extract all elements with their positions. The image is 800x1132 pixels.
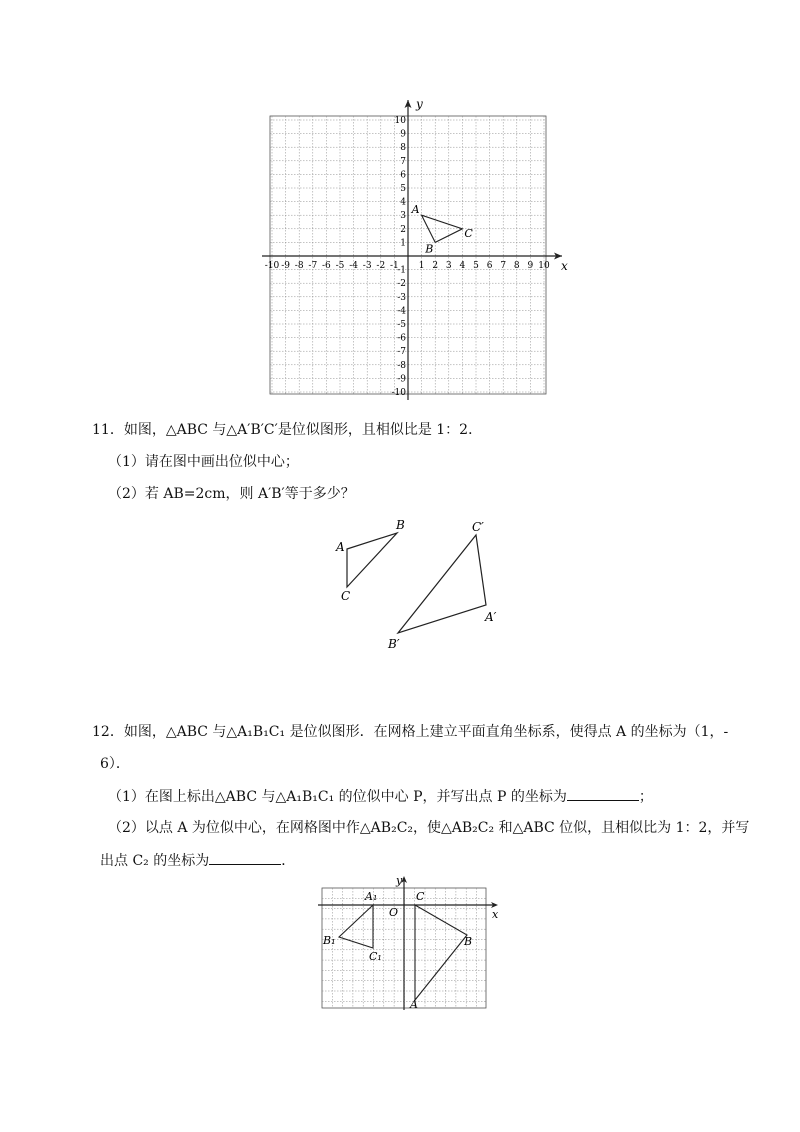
x-tick-label: -9 [281,261,290,271]
label-c: C [416,890,425,903]
triangle-abc [347,533,397,587]
x-tick-label: 8 [513,261,520,271]
q11-triangles-figure [330,512,510,652]
q12-part1-text: （1）在图上标出△ABC 与△A₁B₁C₁ 的位似中心 P，并写出点 P 的坐标为 [108,789,567,805]
x-tick-label: 2 [432,261,439,271]
q12-stem-text-1: 如图，△ABC 与△A₁B₁C₁ 是位似图形．在网格上建立平面直角坐标系，使得点 A 的坐标为（1，- [123,724,729,740]
x-tick-label: -2 [376,261,386,271]
label-c: C [341,589,351,603]
label-a-prime: A′ [485,610,497,624]
y-tick-label: 5 [400,184,406,194]
x-tick-label: -8 [294,261,304,271]
y-axis-label: y [396,874,403,887]
q12-part2-line1: （2）以点 A 为位似中心，在网格图中作△AB₂C₂，使△AB₂C₂ 和△ABC 位似，且相似比为 1：2，并写 [108,820,750,836]
q12-part1-end: ； [638,789,653,805]
point-label-b: B [425,242,434,256]
x-tick-label: -4 [349,261,358,271]
label-b: B [464,935,473,948]
x-tick-label: -3 [362,261,372,271]
y-tick-label: 1 [400,238,406,249]
y-tick-label: -10 [391,388,406,398]
q12-answer-blank-c2[interactable] [209,850,281,865]
x-tick-label: 9 [527,261,534,271]
y-tick-label: 3 [400,211,406,222]
y-tick-label: -6 [397,333,406,344]
x-tick-label: 5 [473,261,479,271]
y-tick-label: -8 [397,360,406,371]
x-tick-label: 10 [538,261,550,271]
y-tick-label: 2 [400,224,406,235]
q11-number: 11． [92,422,124,438]
q12-answer-blank-p[interactable] [567,786,639,801]
x-tick-label: -6 [322,261,331,271]
y-tick-label: -4 [397,306,406,317]
origin-label: O [389,906,399,919]
x-tick-label: -10 [264,261,280,271]
x-tick-label: 4 [459,261,466,271]
q12-part2-line2 [100,850,295,871]
y-tick-label: -9 [397,374,406,385]
coordinate-grid-figure [262,96,574,400]
y-tick-label: -3 [397,292,406,303]
q11-part2: （2）若 AB=2cm，则 A′B′等于多少？ [108,486,355,502]
y-tick-label: 10 [394,116,406,126]
label-c-prime: C′ [472,520,484,534]
x-tick-label: 7 [500,261,507,271]
y-tick-label: 8 [400,143,406,154]
y-tick-label: 4 [400,197,406,208]
x-tick-label: 3 [445,261,452,271]
x-tick-label: -5 [335,261,345,271]
q12-part2-text: 出点 C₂ 的坐标为 [100,853,210,869]
label-b1: B₁ [323,934,336,947]
q11-stem [92,420,482,440]
q12-part1 [108,786,653,807]
point-label-a: A [411,203,420,217]
y-tick-label: -7 [397,347,406,358]
q12-part2-end: ． [281,853,296,869]
label-a: A [410,998,418,1011]
triangle-a1b1c1 [339,905,373,948]
label-a: A [336,540,345,554]
label-a1: A₁ [365,890,378,903]
triangle-a2b2c2 [398,535,486,633]
y-tick-label: 9 [400,129,406,140]
label-c1: C₁ [369,950,382,963]
x-tick-label: -1 [390,261,399,271]
y-tick-label: -5 [397,320,406,330]
x-axis-label: x [492,908,499,921]
y-tick-label: 7 [400,156,406,167]
x-tick-label: -7 [308,261,318,271]
y-tick-label: -2 [397,279,406,290]
x-tick-label: 1 [418,261,425,271]
label-b: B [396,518,405,532]
q11-part1: （1）请在图中画出位似中心； [108,454,299,470]
point-label-c: C [464,226,473,240]
x-tick-label: 6 [486,261,493,271]
q12-grid-figure [316,868,502,1012]
q12-stem-line1 [92,722,728,742]
triangle-abc [415,905,467,1000]
y-tick-label: -1 [397,265,406,276]
x-axis-label: x [561,259,568,273]
q12-number: 12． [92,724,124,740]
q12-stem-line2: 6）． [100,756,130,772]
label-b-prime: B′ [388,637,400,651]
y-tick-label: 6 [400,170,406,181]
q11-stem-text: 如图，△ABC 与△A′B′C′是位似图形，且相似比是 1：2． [123,422,483,438]
y-axis-label: y [416,97,423,111]
